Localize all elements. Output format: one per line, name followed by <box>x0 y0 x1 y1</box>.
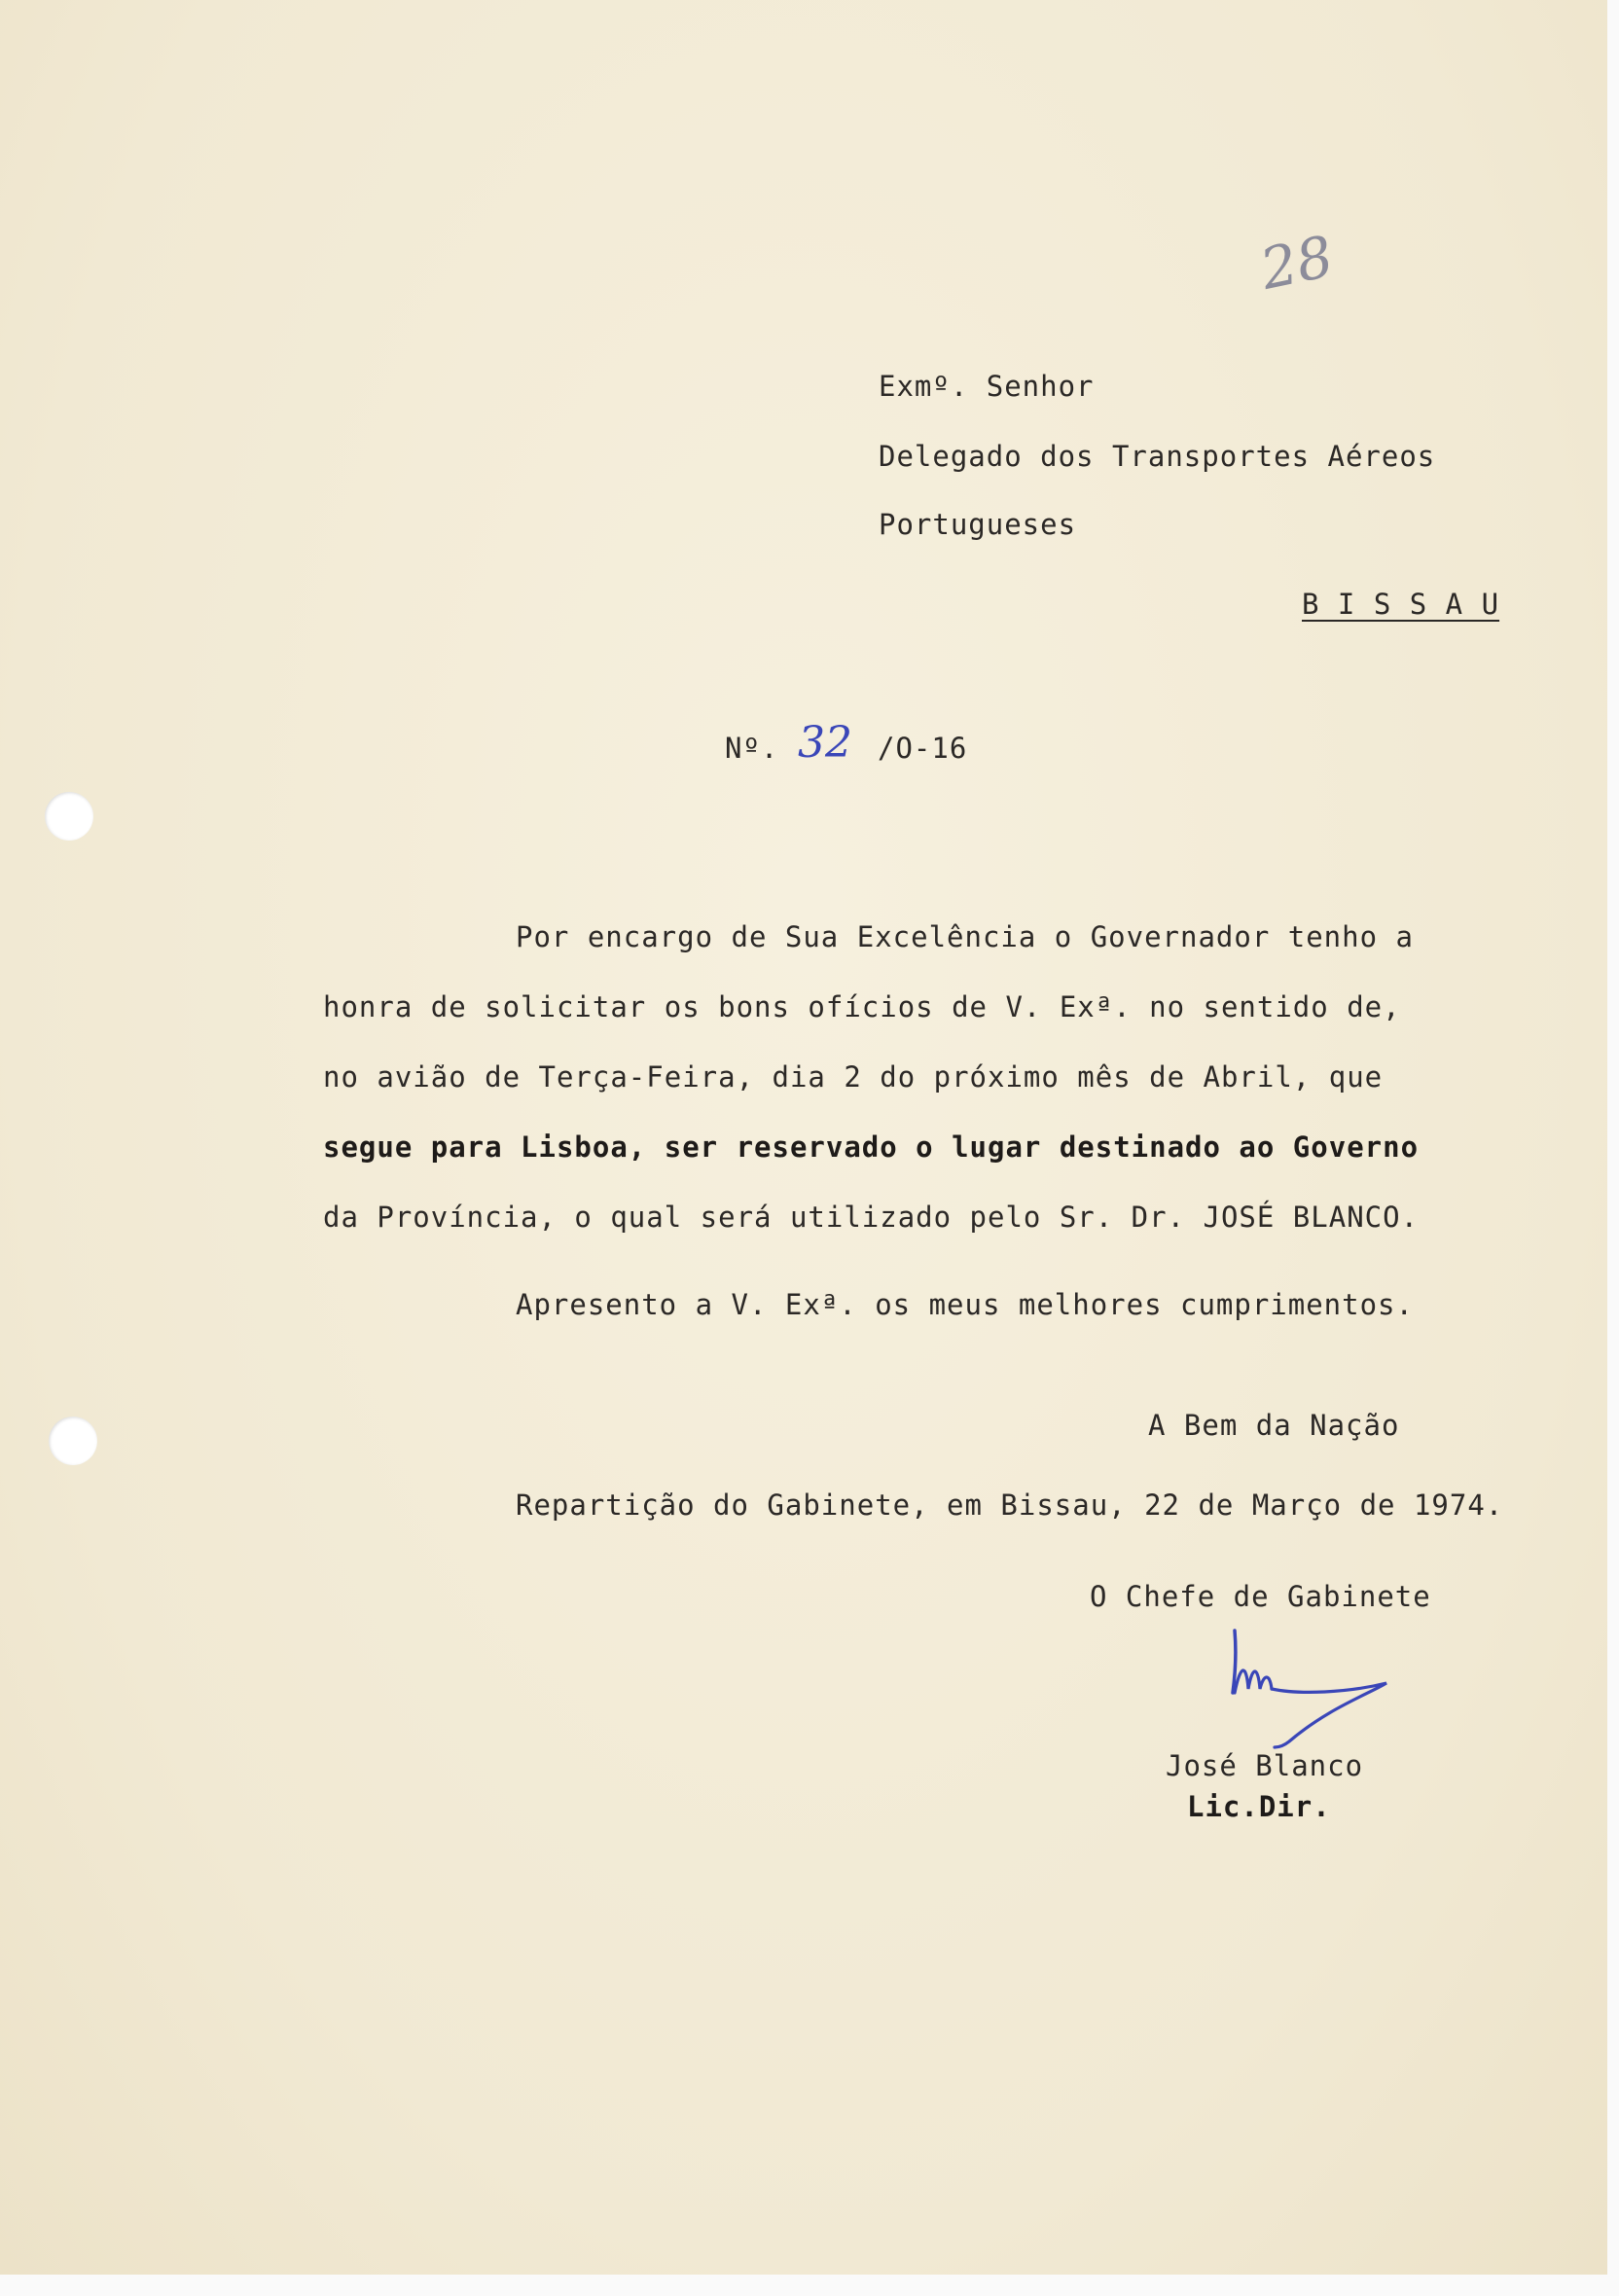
addressee-line2: Delegado dos Transportes Aéreos <box>879 440 1436 473</box>
addressee-city: B I S S A U <box>1302 588 1500 621</box>
body-line-3: no avião de Terça-Feira, dia 2 do próximo mês de Abril, que <box>323 1060 1384 1094</box>
body-line-5: da Província, o qual será utilizado pelo Sr. Dr. JOSÉ BLANCO. <box>323 1201 1420 1234</box>
reference-suffix: /O-16 <box>878 732 968 765</box>
punch-hole-top <box>45 792 93 841</box>
body-line-4: segue para Lisboa, ser reservado o lugar destinado ao Governo <box>323 1130 1420 1164</box>
body-line-1: Por encargo de Sua Excelência o Governador tenho a <box>516 920 1414 953</box>
closing-motto: A Bem da Nação <box>1148 1409 1400 1442</box>
reference-handwritten-number: 32 <box>798 718 852 768</box>
signatory-name: José Blanco <box>1166 1749 1364 1782</box>
punch-hole-bottom <box>49 1417 97 1465</box>
scan-margin-bottom <box>0 2275 1619 2296</box>
closing-title: O Chefe de Gabinete <box>1090 1580 1431 1613</box>
reference-prefix: Nº. <box>725 732 779 765</box>
addressee-line1: Exmº. Senhor <box>879 370 1095 403</box>
addressee-line3: Portugueses <box>879 508 1077 541</box>
body-closing-paragraph: Apresento a V. Exª. os meus melhores cumprimentos. <box>516 1288 1414 1321</box>
handwritten-signature <box>1221 1625 1406 1761</box>
body-line-2: honra de solicitar os bons ofícios de V. Exª. no sentido de, <box>323 990 1401 1023</box>
folio-number: 28 <box>1254 223 1340 303</box>
closing-place-date: Repartição do Gabinete, em Bissau, 22 de Março de 1974. <box>516 1489 1504 1522</box>
scan-margin-right <box>1607 0 1619 2296</box>
signatory-role: Lic.Dir. <box>1187 1790 1331 1823</box>
